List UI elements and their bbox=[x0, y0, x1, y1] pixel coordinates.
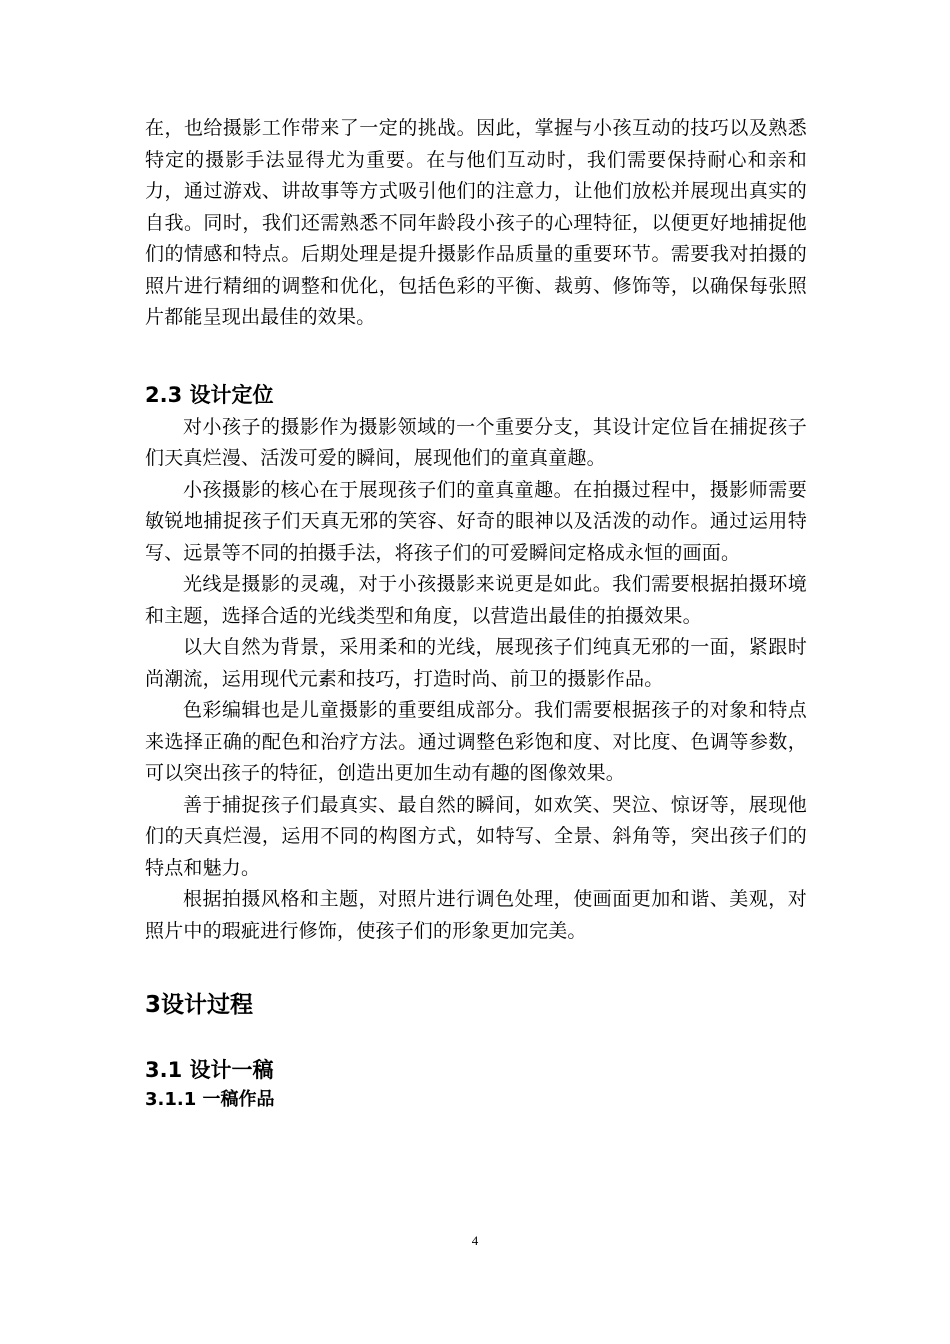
section-2-3-paragraph-1: 对小孩子的摄影作为摄影领域的一个重要分支，其设计定位旨在捕捉孩子们天真烂漫、活泼可爱的瞬间，展现他们的童真童趣。 bbox=[145, 415, 807, 469]
section-3-1-heading: 3.1 设计一稿 bbox=[145, 1058, 274, 1082]
section-2-3-paragraph-5: 色彩编辑也是儿童摄影的重要组成部分。我们需要根据孩子的对象和特点来选择正确的配色和治疗方法。通过调整色彩饱和度、对比度、色调等参数，可以突出孩子的特征，创造出更加生动有趣的图像效果。 bbox=[145, 699, 807, 784]
section-2-3-paragraph-7: 根据拍摄风格和主题，对照片进行调色处理，使画面更加和谐、美观，对照片中的瑕疵进行修饰，使孩子们的形象更加完美。 bbox=[145, 888, 807, 942]
section-3-1-1-heading: 3.1.1 一稿作品 bbox=[145, 1089, 275, 1110]
section-2-3-paragraph-4: 以大自然为背景，采用柔和的光线，展现孩子们纯真无邪的一面，紧跟时尚潮流，运用现代元素和技巧，打造时尚、前卫的摄影作品。 bbox=[145, 636, 807, 690]
section-2-3-paragraph-6: 善于捕捉孩子们最真实、最自然的瞬间，如欢笑、哭泣、惊讶等，展现他们的天真烂漫，运用不同的构图方式，如特写、全景、斜角等，突出孩子们的特点和魅力。 bbox=[145, 793, 807, 879]
section-2-3-paragraph-3: 光线是摄影的灵魂，对于小孩摄影来说更是如此。我们需要根据拍摄环境和主题，选择合适的光线类型和角度，以营造出最佳的拍摄效果。 bbox=[145, 573, 807, 627]
intro-paragraph: 在，也给摄影工作带来了一定的挑战。因此，掌握与小孩互动的技巧以及熟悉特定的摄影手法显得尤为重要。在与他们互动时，我们需要保持耐心和亲和力，通过游戏、讲故事等方式吸引他们的注意力，让他们放松并展现出真实的自我。同时，我们还需熟悉不同年龄段小孩子的心理特征，以便更好地捕捉他们的情感和特点。后期处理是提升摄影作品质量的重要环节。需要我对拍摄的照片进行精细的调整和优化，包括色彩的平衡、裁剪、修饰等，以确保每张照片都能呈现出最佳的效果。 bbox=[145, 117, 807, 328]
section-2-3-paragraph-2: 小孩摄影的核心在于展现孩子们的童真童趣。在拍摄过程中，摄影师需要敏锐地捕捉孩子们天真无邪的笑容、好奇的眼神以及活泼的动作。通过运用特写、远景等不同的拍摄手法，将孩子们的可爱瞬间定格成永恒的画面。 bbox=[145, 478, 807, 564]
page-content bbox=[145, 113, 807, 1113]
page-number: 4 bbox=[471, 1233, 479, 1248]
section-3-heading: 3设计过程 bbox=[145, 992, 254, 1018]
section-2-3-heading: 2.3 设计定位 bbox=[145, 382, 274, 407]
